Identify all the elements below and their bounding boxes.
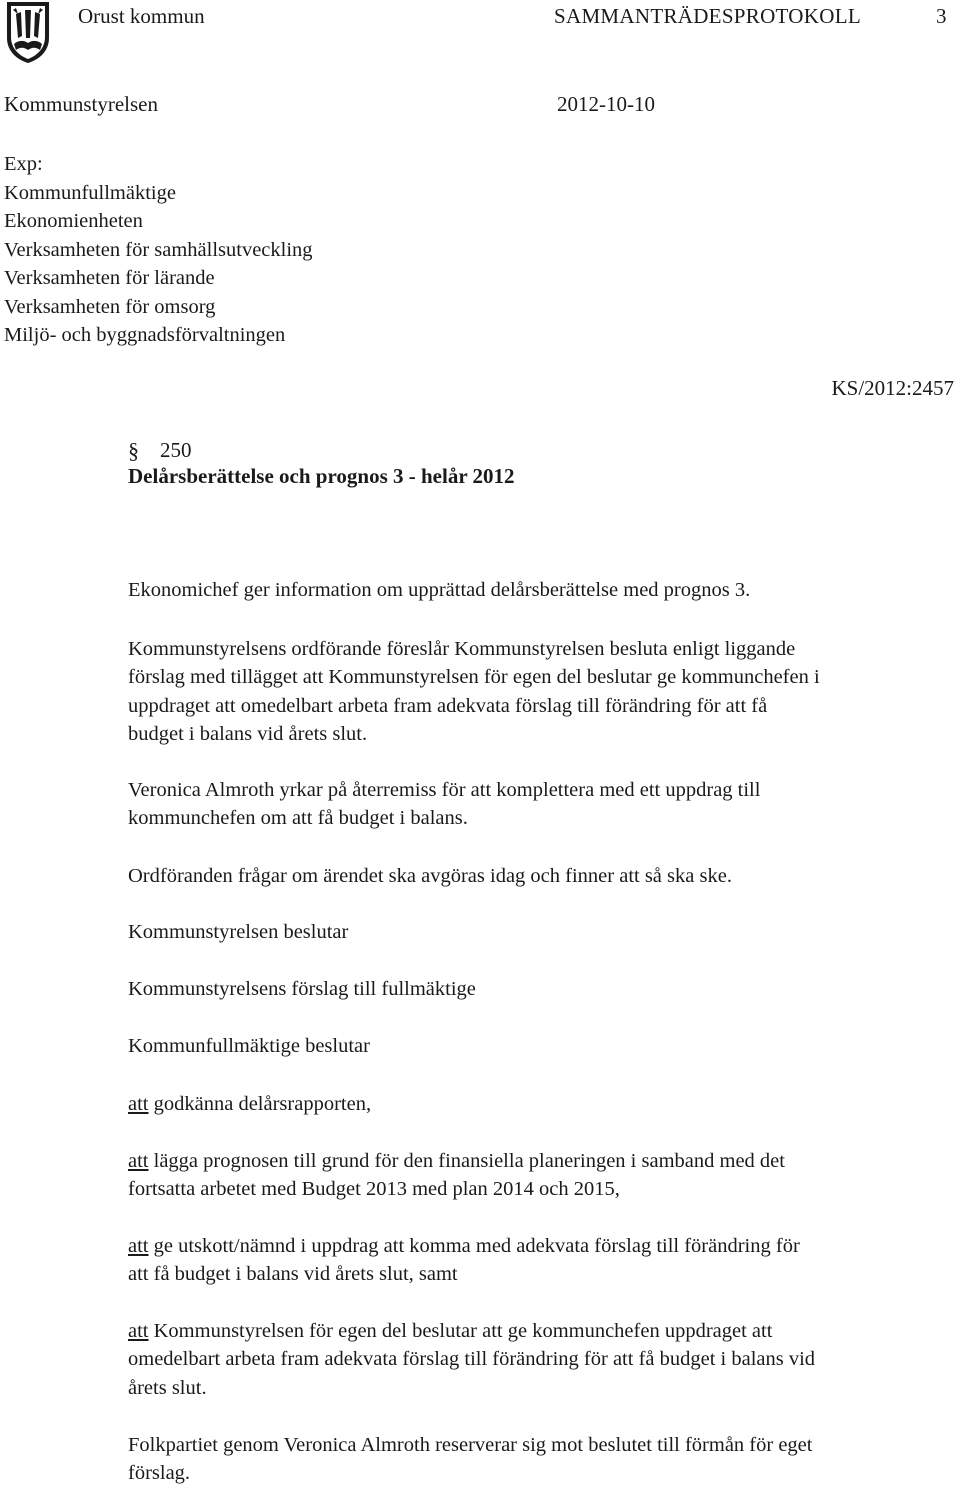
paragraph-information: Ekonomichef ger information om upprättad delårsberättelse med prognos 3.	[128, 579, 751, 601]
section-title: Delårsberättelse och prognos 3 - helår 2012	[128, 464, 515, 488]
att-clause: att lägga prognosen till grund för den finansiella planeringen i samband med det fortsatta arbetet med Budget 2013 med plan 2014 och 2015,	[128, 1150, 785, 1201]
section-symbol: §	[128, 438, 139, 463]
distribution-recipient: Ekonomienheten	[4, 210, 143, 232]
decision-heading: Kommunstyrelsen beslutar	[128, 921, 349, 943]
proposal-heading: Kommunstyrelsens förslag till fullmäktige	[128, 978, 476, 1000]
att-keyword: att	[128, 1093, 149, 1115]
paragraph-chair-proposal: Kommunstyrelsens ordförande föreslår Kommunstyrelsen besluta enligt liggande förslag med tillägget att Kommunstyrelsen för egen del beslutar ge kommunchefen i uppdraget att omedelbart arbeta fram adekvata förslag till förändring för att få budget i balans vid årets slut.	[128, 638, 820, 746]
distribution-recipient: Verksamheten för omsorg	[4, 295, 216, 318]
municipality-name: Orust kommun	[78, 4, 205, 28]
meeting-date: 2012-10-10	[557, 92, 655, 116]
council-heading: Kommunfullmäktige beslutar	[128, 1035, 370, 1057]
att-clause: att Kommunstyrelsen för egen del beslutar att ge kommunchefen uppdraget att omedelbart arbeta fram adekvata förslag till förändring för att få budget i balans vid årets slut.	[128, 1320, 816, 1399]
reservation-paragraph: Folkpartiet genom Veronica Almroth reserverar sig mot beslutet till förmån för eget förslag.	[128, 1434, 813, 1485]
distribution-list	[4, 150, 313, 350]
att-keyword: att	[128, 1150, 149, 1172]
att-clause: att ge utskott/nämnd i uppdrag att komma med adekvata förslag till förändring för att få budget i balans vid årets slut, samt	[128, 1235, 800, 1286]
orust-coat-of-arms-logo	[4, 0, 52, 64]
document-type: SAMMANTRÄDESPROTOKOLL	[554, 4, 861, 28]
att-clause: att godkänna delårsrapporten,	[128, 1093, 372, 1115]
paragraph-motion: Veronica Almroth yrkar på återremiss för att komplettera med ett uppdrag till kommunchefen om att få budget i balans.	[128, 779, 761, 830]
distribution-recipient: Verksamheten för samhällsutveckling	[4, 238, 313, 261]
att-keyword: att	[128, 1320, 149, 1342]
page-number: 3	[936, 4, 947, 28]
committee-name: Kommunstyrelsen	[4, 92, 158, 116]
att-keyword: att	[128, 1235, 149, 1257]
section-number: 250	[160, 438, 192, 462]
distribution-recipient: Verksamheten för lärande	[4, 267, 215, 289]
distribution-label: Exp:	[4, 153, 43, 175]
paragraph-chair-question: Ordföranden frågar om ärendet ska avgöras idag och finner att så ska ske.	[128, 865, 732, 887]
distribution-recipient: Kommunfullmäktige	[4, 181, 176, 204]
case-number: KS/2012:2457	[831, 376, 954, 400]
distribution-recipient: Miljö- och byggnadsförvaltningen	[4, 324, 286, 346]
